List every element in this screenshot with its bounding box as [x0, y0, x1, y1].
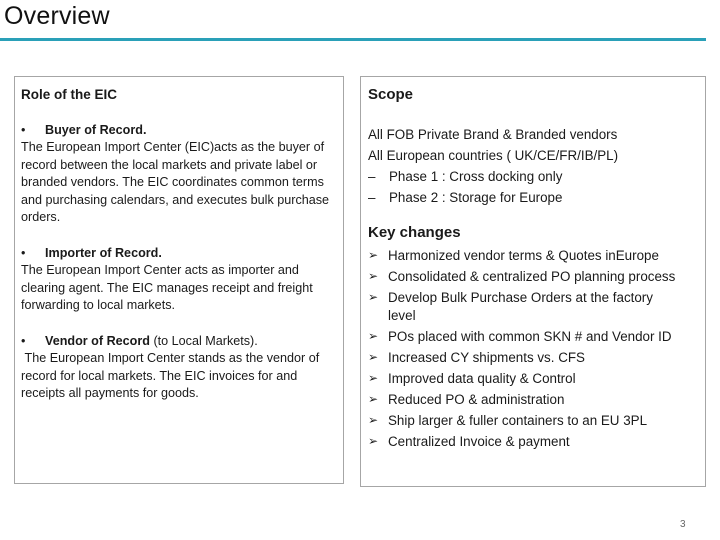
key-change-text: POs placed with common SKN # and Vendor ID	[388, 328, 672, 344]
phase-text: Phase 1 : Cross docking only	[389, 169, 563, 184]
slide-title: Overview	[4, 2, 110, 30]
scope-heading: Scope	[368, 86, 414, 103]
role-heading: Role of the EIC	[21, 87, 118, 102]
role-item	[21, 333, 337, 403]
key-change-text: Develop Bulk Purchase Orders at the factory level	[388, 289, 653, 323]
arrow-bullet-icon: ➢	[368, 248, 379, 262]
key-change-text: Harmonized vendor terms & Quotes inEurope	[388, 247, 659, 263]
key-change-text: Increased CY shipments vs. CFS	[388, 349, 585, 365]
role-name: Importer of Record.	[45, 245, 162, 260]
role-description: The European Import Center (EIC)acts as the buyer of record between the local markets and private label or branded vendors. The EIC coordinates common terms and purchasing calendars, and executes bulk purchase orders.	[21, 140, 330, 224]
phase-item	[368, 166, 699, 187]
key-changes-list	[368, 245, 699, 452]
bullet-icon: •	[21, 333, 26, 348]
key-change-item	[368, 431, 699, 452]
role-name: Vendor of Record	[45, 333, 150, 348]
phase-item	[368, 187, 699, 208]
bullet-icon: •	[21, 245, 26, 260]
title-underline	[0, 38, 706, 41]
key-change-text: Improved data quality & Control	[388, 370, 576, 386]
bullet-icon: •	[21, 122, 26, 137]
arrow-bullet-icon: ➢	[368, 350, 379, 364]
key-change-item	[368, 368, 699, 389]
key-change-item	[368, 347, 699, 368]
role-description: The European Import Center stands as the vendor of record for local markets. The EIC invoices for and receipts all payments for goods.	[21, 351, 323, 400]
key-change-text: Reduced PO & administration	[388, 391, 565, 407]
scope-line: All European countries ( UK/CE/FR/IB/PL)	[368, 148, 619, 163]
key-change-item	[368, 326, 699, 347]
scope-line: All FOB Private Brand & Branded vendors	[368, 127, 618, 142]
dash-icon: –	[368, 190, 376, 205]
key-change-text: Consolidated & centralized PO planning process	[388, 268, 676, 284]
arrow-bullet-icon: ➢	[368, 434, 379, 448]
phase-text: Phase 2 : Storage for Europe	[389, 190, 563, 205]
key-change-item	[368, 266, 699, 287]
role-of-eic-panel	[14, 76, 344, 484]
key-change-text: Centralized Invoice & payment	[388, 433, 570, 449]
role-suffix: (to Local Markets).	[149, 333, 258, 348]
scope-panel	[360, 76, 706, 487]
key-change-text: Ship larger & fuller containers to an EU 3PL	[388, 412, 648, 428]
key-change-item	[368, 287, 699, 326]
arrow-bullet-icon: ➢	[368, 329, 379, 343]
role-item	[21, 245, 337, 315]
role-name: Buyer of Record.	[45, 122, 147, 137]
arrow-bullet-icon: ➢	[368, 290, 379, 304]
arrow-bullet-icon: ➢	[368, 413, 379, 427]
arrow-bullet-icon: ➢	[368, 371, 379, 385]
dash-icon: –	[368, 169, 376, 184]
key-changes-heading: Key changes	[368, 224, 461, 241]
key-change-item	[368, 410, 699, 431]
arrow-bullet-icon: ➢	[368, 269, 379, 283]
arrow-bullet-icon: ➢	[368, 392, 379, 406]
key-change-item	[368, 245, 699, 266]
page-number: 3	[680, 519, 686, 530]
role-item	[21, 122, 337, 227]
scope-list	[368, 124, 699, 208]
key-change-item	[368, 389, 699, 410]
role-description: The European Import Center acts as importer and clearing agent. The EIC manages receipt and freight forwarding to local markets.	[21, 263, 313, 312]
